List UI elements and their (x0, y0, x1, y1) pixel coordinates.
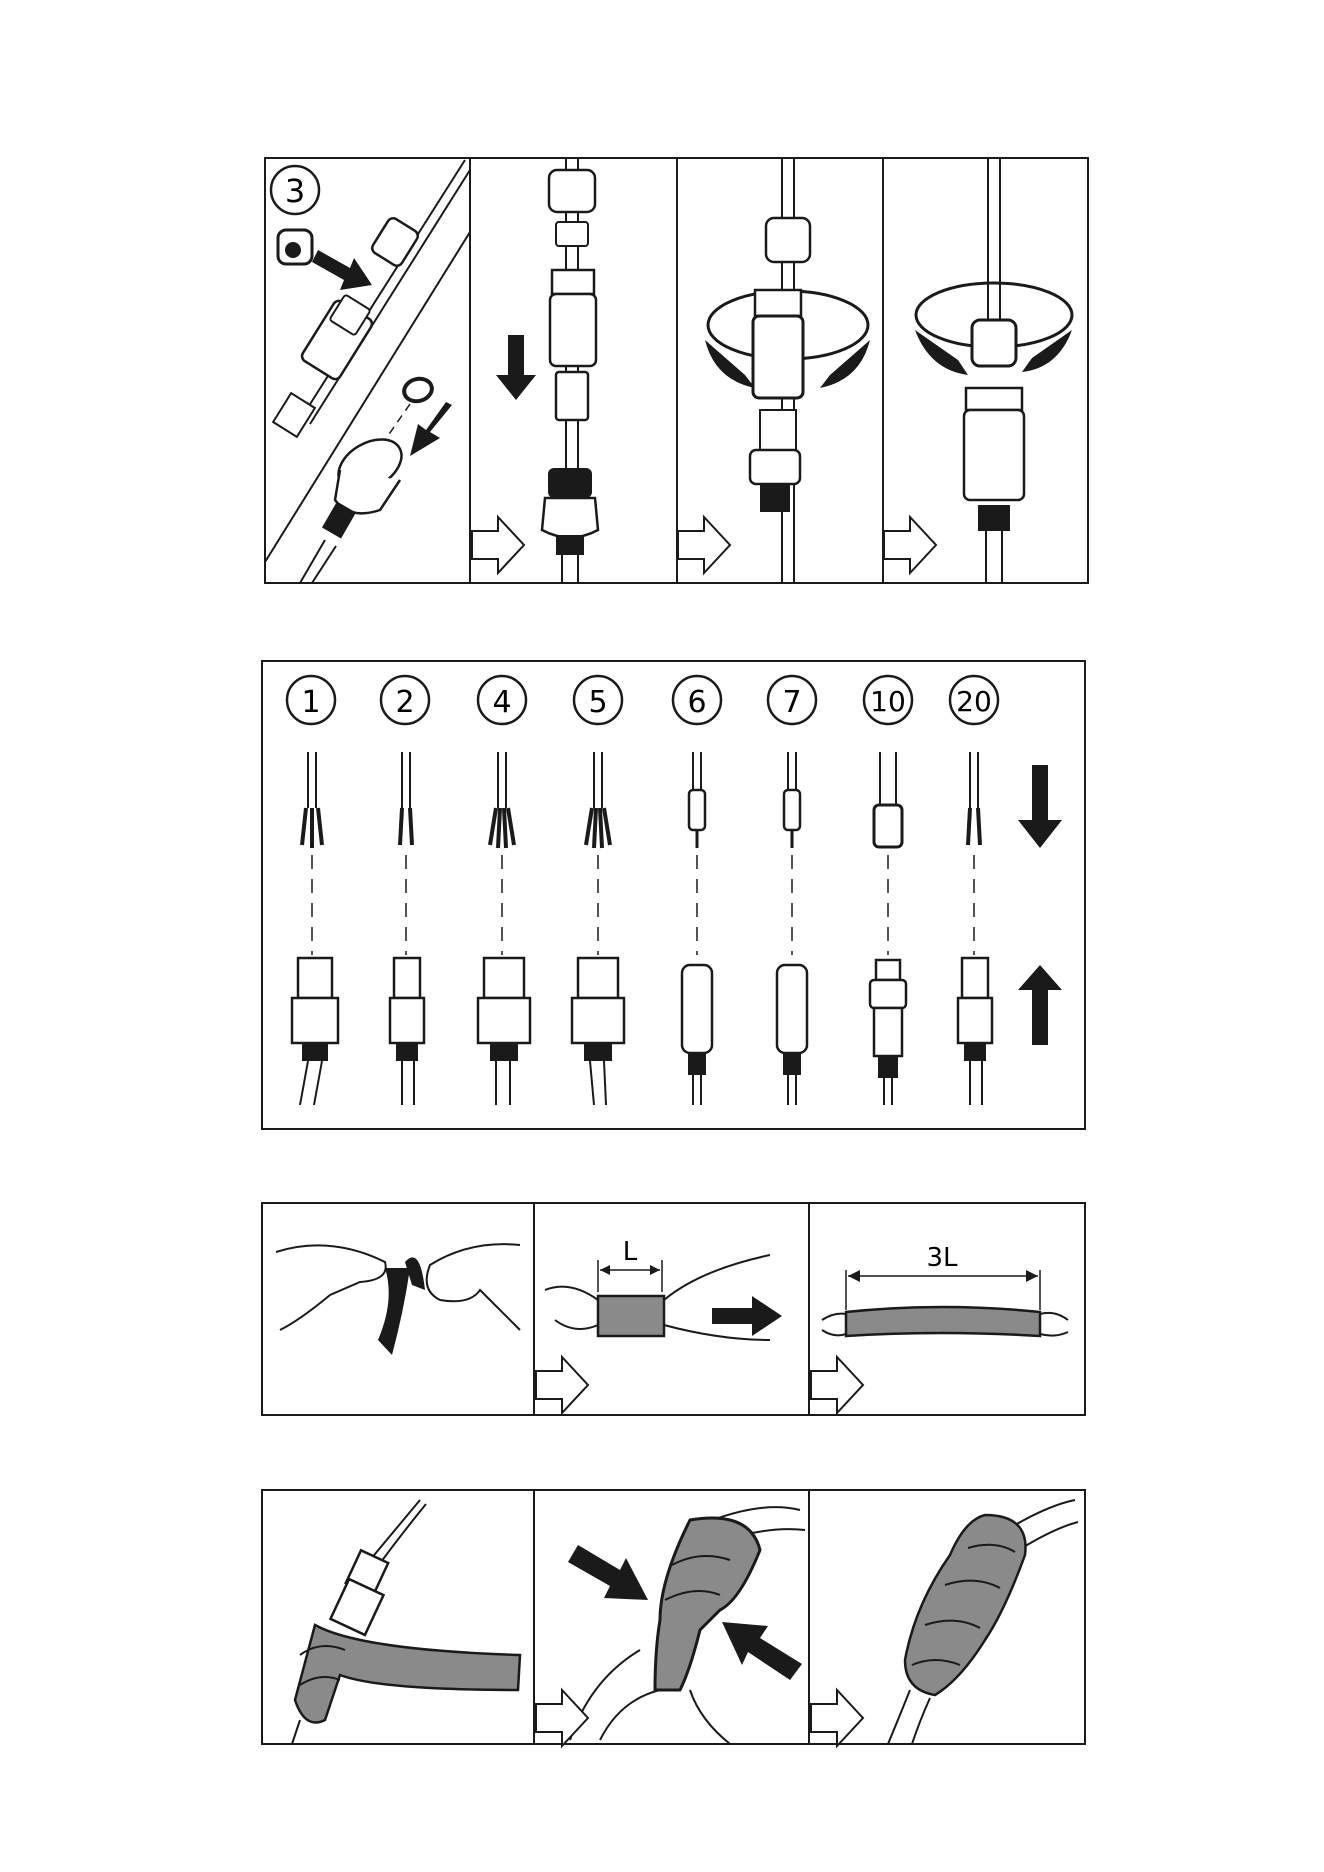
panel-stretch-tape (262, 1203, 1085, 1415)
cable-type-6 (673, 676, 721, 1105)
arrow-icon (410, 402, 452, 456)
subpanel-tighten-cap (884, 158, 1072, 583)
step-number: 20 (956, 685, 992, 718)
subpanel-stretched-3l (811, 1243, 1068, 1413)
panel-cable-types (262, 661, 1085, 1129)
arrow-icon (722, 1622, 802, 1680)
step-number: 10 (870, 685, 906, 718)
arrow-icon (568, 1545, 648, 1600)
step-number: 2 (395, 685, 415, 720)
length-label: L (622, 1237, 638, 1267)
subpanel-wrapped-done (811, 1500, 1078, 1746)
step-arrow-icon (472, 517, 524, 573)
arrow-down-icon (496, 335, 536, 400)
cable-type-4 (478, 676, 530, 1105)
arrow-icon (312, 250, 372, 290)
step-number: 7 (782, 685, 802, 720)
arrow-up-icon (1018, 965, 1062, 1045)
stretched-length-label: 3L (926, 1243, 958, 1273)
cable-type-10 (864, 676, 912, 1105)
step-arrow-icon (884, 517, 936, 573)
step-arrow-icon (811, 1690, 863, 1746)
subpanel-measure-l (536, 1237, 782, 1413)
step-arrow-icon (811, 1357, 863, 1413)
step-number: 4 (492, 685, 512, 720)
panel-wrap-tape (262, 1490, 1085, 1746)
cable-type-1 (287, 676, 338, 1105)
step-arrow-icon (536, 1690, 588, 1746)
cable-type-2 (381, 676, 429, 1105)
subpanel-press-wrap (536, 1507, 805, 1746)
subpanel-insert-plug (472, 158, 598, 583)
subpanel-peel-tape (276, 1244, 520, 1355)
cable-type-7 (768, 676, 816, 1105)
arrow-down-icon (1018, 765, 1062, 848)
cable-type-5 (572, 676, 624, 1105)
subpanel-turn-body (678, 158, 870, 583)
step-number: 1 (301, 685, 321, 720)
cable-type-20 (950, 676, 998, 1105)
subpanel-parts-exploded (265, 160, 470, 583)
arrow-right-icon (712, 1296, 782, 1336)
step-number: 5 (588, 685, 608, 720)
step-number: 3 (284, 172, 306, 210)
subpanel-start-wrap (292, 1500, 520, 1744)
panel-gland-assembly (265, 158, 1088, 583)
step-arrow-icon (678, 517, 730, 573)
step-number: 6 (687, 685, 707, 720)
step-arrow-icon (536, 1357, 588, 1413)
